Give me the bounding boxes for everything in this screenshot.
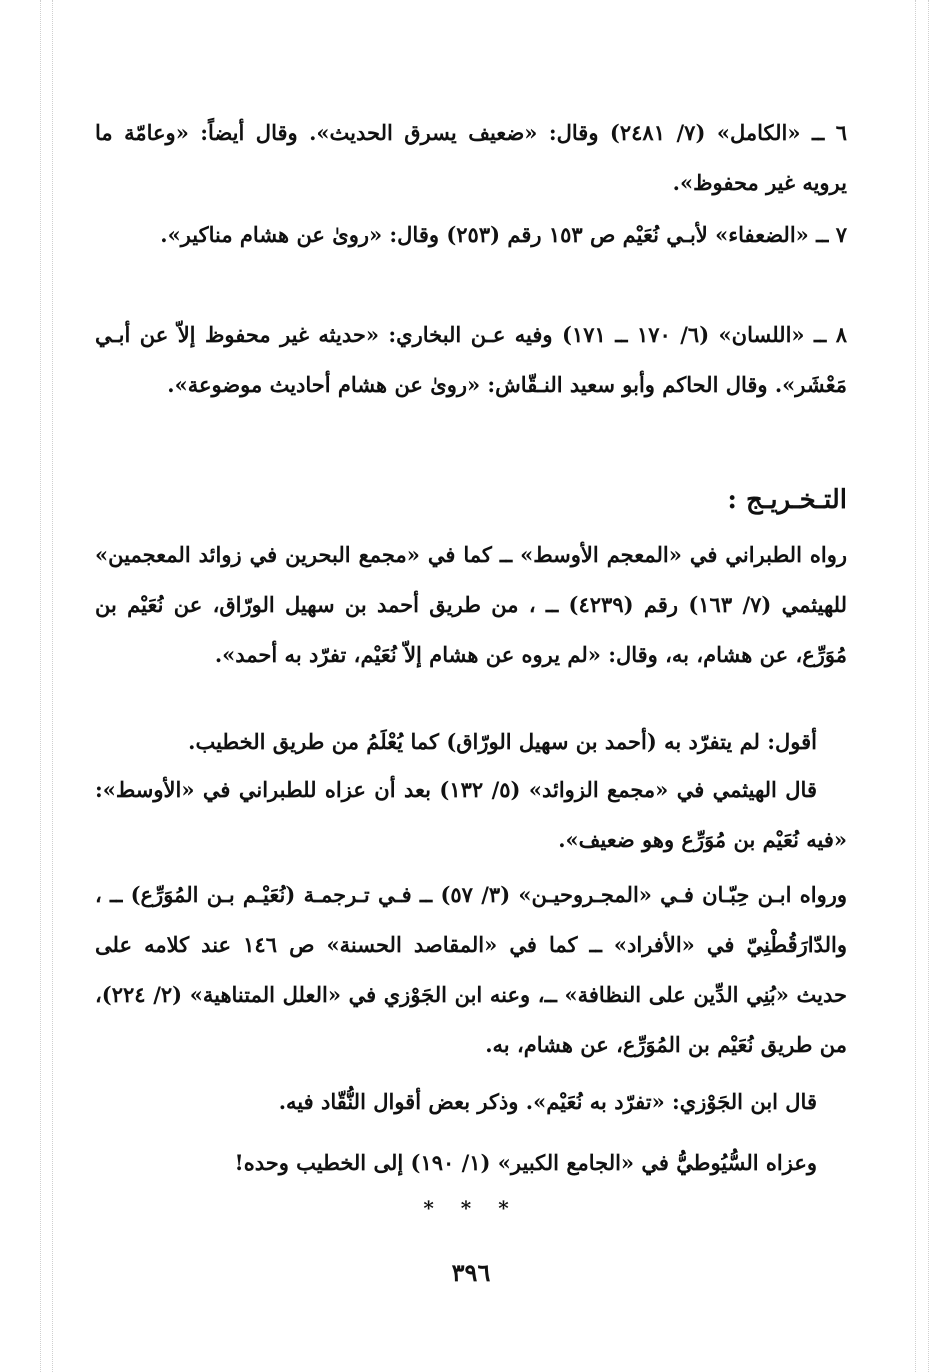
takhrij-paragraph-3-text: قال الهيثمي في «مجمع الزوائد» (٥/ ١٣٢) بعد أن عزاه للطبراني في «الأوسط»: «فيه نُعَيْم بن مُوَرِّع وهو ضعيف». (95, 777, 847, 852)
takhrij-paragraph-3 (95, 765, 847, 865)
takhrij-heading: التـخـريـج : (727, 485, 847, 515)
footnote-7 (95, 210, 847, 260)
footnote-7-text: ٧ ــ «الضعفاء» لأبـي نُعَيْم ص ١٥٣ رقم (٢٥٣) وقال: «روىٰ عن هشام مناكير». (160, 222, 847, 247)
takhrij-paragraph-6-text: وعزاه السُّيُوطيُّ في «الجامع الكبير» (١/ ١٩٠) إلى الخطيب وحده! (234, 1150, 817, 1175)
footnote-8-text: ٨ ــ «اللسان» (٦/ ١٧٠ ــ ١٧١) وفيه عـن البخاري: «حديثه غير محفوظ إلاّ عن أبـي مَعْشَر». وقال الحاكم وأبو سعيد النـقّاش: «روىٰ عن هشام أحاديث موضوعة». (95, 322, 847, 397)
section-separator: * * * (423, 1196, 519, 1220)
scan-edge-left-inner (52, 0, 53, 1372)
takhrij-paragraph-1-text: رواه الطبراني في «المعجم الأوسط» ــ كما في «مجمع البحرين في زوائد المعجمين» للهيثمي (٧/ ١٦٣) رقم (٤٢٣٩) ــ ، من طريق أحمد بن سهيل الورّاق، عن نُعَيْم بن مُوَرِّع، عن هشام، به، وقال: «لم يروه عن هشام إلاّ نُعَيْم، تفرّد به أحمد». (95, 542, 848, 667)
scan-edge-left (40, 0, 41, 1372)
takhrij-paragraph-1 (95, 530, 847, 680)
takhrij-paragraph-4 (95, 870, 847, 1070)
takhrij-paragraph-4-text: ورواه ابـن حِبّـان فـي «المجـروحيـن» (٣/ ٥٧) ــ فـي تـرجمـة (نُعَيْـم بـن المُوَرِّع) ــ ، والدّارَقُطْنِيّ في «الأفراد» ــ كما في «المقاصد الحسنة» ص ١٤٦ عند كلامه على حديث «بُنِي الدِّين على النظافة» ــ، وعنه ابن الجَوْزي في «العلل المتناهية» (٢/ ٢٢٤)، من طريق نُعَيْم بن المُوَرِّع، عن هشام، به. (95, 882, 848, 1057)
scan-edge-right (915, 0, 916, 1372)
scan-edge-right-outer (928, 0, 929, 1372)
page-number: ٣٩٦ (451, 1258, 491, 1287)
takhrij-paragraph-2 (95, 717, 847, 767)
takhrij-paragraph-2-text: أقول: لم يتفرّد به (أحمد بن سهيل الورّاق) كما يُعْلَمُ من طريق الخطيب. (188, 729, 817, 754)
footnote-6-text: ٦ ــ «الكامل» (٧/ ٢٤٨١) وقال: «ضعيف يسرق الحديث». وقال أيضاً: «وعامّة ما يرويه غير محفوظ». (95, 120, 848, 195)
takhrij-paragraph-6 (95, 1138, 847, 1188)
footnote-6 (95, 108, 847, 208)
takhrij-paragraph-5 (95, 1077, 847, 1127)
footnote-8 (95, 310, 847, 410)
takhrij-paragraph-5-text: قال ابن الجَوْزي: «تفرّد به نُعَيْم». وذكر بعض أقوال النُّقّاد فيه. (278, 1089, 817, 1114)
